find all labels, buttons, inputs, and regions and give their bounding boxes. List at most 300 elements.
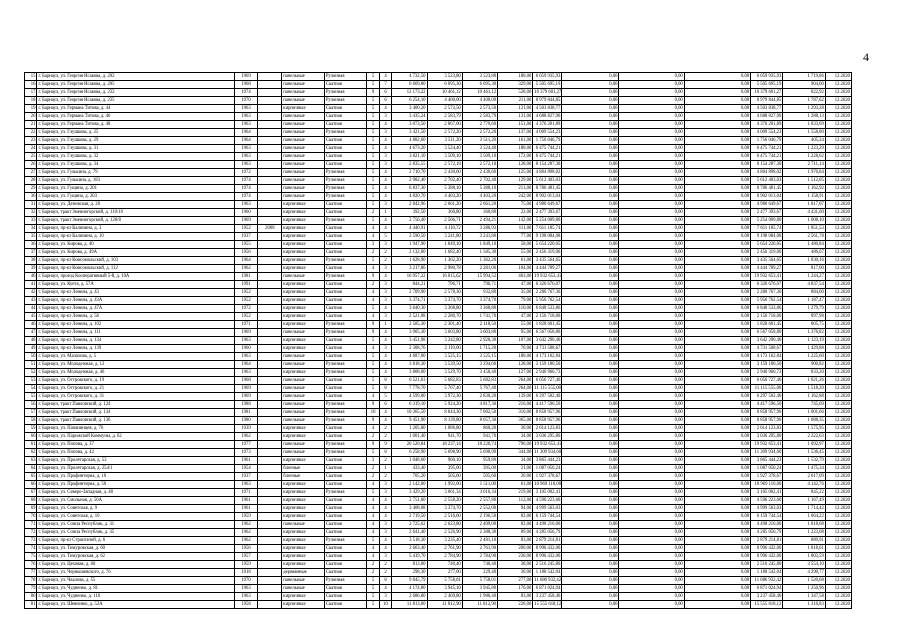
cost-owners-cell: 6 056 727,46 xyxy=(751,377,783,385)
completion-date-cell: 12.2020 xyxy=(825,377,851,385)
year-reconstructed-cell xyxy=(258,129,282,137)
entrances-cell: 1 xyxy=(379,465,391,473)
address-cell: г. Барнаул, ул. Куета, д. 57А xyxy=(37,281,234,289)
floors-cell: 4 xyxy=(367,289,379,297)
residential-area-cell: 796,71 xyxy=(462,281,497,289)
residents-cell: 30,00 xyxy=(498,569,533,577)
unit-cost-cell: 1 162,92 xyxy=(783,185,826,193)
table-row xyxy=(25,489,852,497)
total-cost-cell: 8 979 844,85 xyxy=(533,97,562,105)
unit-cost-cell: 897,98 xyxy=(783,313,826,321)
total-cost-cell: 2 940 960,73 xyxy=(533,369,562,377)
residential-area-cell: 2 557,80 xyxy=(462,497,497,505)
entrances-cell: 4 xyxy=(379,585,391,593)
entrances-cell: 3 xyxy=(379,281,391,289)
cost-other-cell: 0,00 xyxy=(684,569,750,577)
entrances-cell: 4 xyxy=(379,145,391,153)
entrances-cell: 4 xyxy=(379,137,391,145)
residents-cell: 131,00 xyxy=(498,113,533,121)
table-row xyxy=(25,449,852,457)
address-cell: г. Барнаул, тракт Павловский, д. 136 xyxy=(37,417,234,425)
year-built-cell: 1952 xyxy=(234,313,258,321)
entrances-cell: 8 xyxy=(379,385,391,393)
wall-material-cell: кирпичные xyxy=(282,281,325,289)
entrances-cell: 4 xyxy=(379,505,391,513)
cost-owners-cell: 19 932 653,41 xyxy=(751,441,783,449)
address-cell: г. Барнаул, ул. Георгия Исакова, д. 202 xyxy=(37,73,234,81)
year-reconstructed-cell xyxy=(258,425,282,433)
cost-budget-cell: 0,00 xyxy=(619,345,684,353)
living-area-cell: 3 235,40 xyxy=(427,537,462,545)
total-cost-cell: 5 654 220,05 xyxy=(533,241,562,249)
cost-owners-cell: 4 731 508,67 xyxy=(751,345,783,353)
living-area-cell: 941,70 xyxy=(427,433,462,441)
total-area-cell: 4 820,70 xyxy=(392,193,427,201)
year-reconstructed-cell xyxy=(258,441,282,449)
cost-budget-cell: 0,00 xyxy=(619,121,684,129)
floors-cell: 4 xyxy=(367,521,379,529)
residential-area-cell: 2 784,90 xyxy=(462,553,497,561)
residents-cell: 161,00 xyxy=(498,137,533,145)
row-number-cell: 61 xyxy=(25,441,37,449)
total-cost-cell: 8 858 957,96 xyxy=(533,409,562,417)
cost-owners-cell: 8 902 013,04 xyxy=(751,193,783,201)
cost-fund-cell: 0,00 xyxy=(562,393,619,401)
table-row xyxy=(25,601,852,609)
roof-type-cell: Рулонная xyxy=(324,73,367,81)
table-row xyxy=(25,497,852,505)
residential-area-cell: 1 715,20 xyxy=(462,345,497,353)
residential-area-cell: 3 603,80 xyxy=(462,329,497,337)
year-built-cell: 1974 xyxy=(234,193,258,201)
residential-area-cell: 932,80 xyxy=(462,289,497,297)
roof-type-cell: Рулонная xyxy=(324,177,367,185)
residential-area-cell: 3 286,93 xyxy=(462,225,497,233)
cost-fund-cell: 0,00 xyxy=(562,457,619,465)
year-reconstructed-cell xyxy=(258,305,282,313)
total-area-cell: 3 408,08 xyxy=(392,505,427,513)
residents-cell: 95,00 xyxy=(498,329,533,337)
year-reconstructed-cell xyxy=(258,169,282,177)
total-area-cell: 2 756,40 xyxy=(392,217,427,225)
cost-other-cell: 0,00 xyxy=(684,233,750,241)
residential-area-cell: 2 761,90 xyxy=(462,545,497,553)
floors-cell: 5 xyxy=(367,537,379,545)
row-number-cell: 40 xyxy=(25,273,37,281)
row-number-cell: 21 xyxy=(25,121,37,129)
floors-cell: 5 xyxy=(367,201,379,209)
living-area-cell: 3 972,30 xyxy=(427,393,462,401)
year-built-cell: 1963 xyxy=(234,337,258,345)
floors-cell: 5 xyxy=(367,177,379,185)
cost-other-cell: 0,00 xyxy=(684,449,750,457)
roof-type-cell: Скатная xyxy=(324,385,367,393)
roof-type-cell: Скатная xyxy=(324,585,367,593)
roof-type-cell: Скатная xyxy=(324,529,367,537)
residents-cell: 110,00 xyxy=(498,305,533,313)
cost-budget-cell: 0,00 xyxy=(619,281,684,289)
total-area-cell: 5 419,70 xyxy=(392,553,427,561)
address-cell: г. Барнаул, пр-кт Ленина, д. 134 xyxy=(37,337,234,345)
cost-owners-cell: 2 879 214,81 xyxy=(751,537,783,545)
total-area-cell: 10 365,50 xyxy=(392,409,427,417)
cost-fund-cell: 0,00 xyxy=(562,593,619,601)
total-cost-cell: 11 115 555,08 xyxy=(534,386,561,391)
address-cell: г. Барнаул, ул. Молодежная, д. 12 xyxy=(37,361,234,369)
residential-area-cell: 4 400,00 xyxy=(462,97,497,105)
address-cell: г. Барнаул, ул. Пролетарская, д. 53 xyxy=(37,457,234,465)
year-built-cell: 1952 xyxy=(234,297,258,305)
cost-owners-cell: 4 980 649,67 xyxy=(751,201,783,209)
table-row xyxy=(25,425,852,433)
cost-other-cell: 0,00 xyxy=(684,265,750,273)
year-built-cell: 1963 xyxy=(234,369,258,377)
floors-cell: 5 xyxy=(367,217,379,225)
year-reconstructed-cell xyxy=(258,313,282,321)
entrances-cell: 4 xyxy=(379,193,391,201)
residents-cell: 128,00 xyxy=(498,361,533,369)
year-reconstructed-cell xyxy=(258,289,282,297)
cost-budget-cell: 0,00 xyxy=(619,481,684,489)
cost-fund-cell: 0,00 xyxy=(562,505,619,513)
cost-fund-cell: 0,00 xyxy=(562,513,619,521)
year-built-cell: 1974 xyxy=(234,177,258,185)
entrances-cell: 3 xyxy=(379,345,391,353)
year-reconstructed-cell xyxy=(258,593,282,601)
address-cell: г. Барнаул, ул. Северо-Западная, д. 48 xyxy=(37,489,234,497)
residential-area-cell: 8 057,30 xyxy=(462,417,497,425)
wall-material-cell: кирпичные xyxy=(282,561,325,569)
total-cost-cell: 2 516 245,80 xyxy=(533,561,562,569)
cost-fund-cell: 0,00 xyxy=(562,329,619,337)
row-number-cell: 15 xyxy=(25,73,37,81)
completion-date-cell: 12.2020 xyxy=(825,569,851,577)
address-cell: г. Барнаул, ул. Глушкова, д. 25 xyxy=(37,129,234,137)
unit-cost-cell: 1 244,27 xyxy=(783,273,826,281)
cost-other-cell: 0,00 xyxy=(684,497,750,505)
year-built-cell: 1969 xyxy=(234,329,258,337)
cost-other-cell: 0,00 xyxy=(684,545,750,553)
address-cell: г. Барнаул, ул. Советская, д. 9 xyxy=(37,505,234,513)
residential-area-cell: 15 994,52 xyxy=(462,273,497,281)
total-cost-cell: 3 435 564,65 xyxy=(533,257,562,265)
living-area-cell: 1 849,10 xyxy=(427,241,462,249)
residents-cell: 70,00 xyxy=(498,345,533,353)
cost-other-cell: 0,00 xyxy=(684,321,750,329)
residents-cell: 55,00 xyxy=(498,249,533,257)
residents-cell: 142,00 xyxy=(498,217,533,225)
address-cell: г. Барнаул, ул. Глушкова, д. 31 xyxy=(37,145,234,153)
residential-area-cell: 2 281,06 xyxy=(462,265,497,273)
cost-owners-cell: 4 596 223,60 xyxy=(751,497,783,505)
cost-other-cell: 0,00 xyxy=(684,561,750,569)
row-number-cell: 48 xyxy=(25,337,37,345)
entrances-cell: 3 xyxy=(379,265,391,273)
roof-type-cell: Скатная xyxy=(324,457,367,465)
table-row xyxy=(25,305,852,313)
row-number-cell: 25 xyxy=(25,153,37,161)
roof-type-cell: Скатная xyxy=(324,209,367,217)
total-area-cell: 3 400,20 xyxy=(392,105,427,113)
completion-date-cell: 12.2020 xyxy=(825,513,851,521)
year-built-cell: 1964 xyxy=(234,137,258,145)
wall-material-cell: панельные xyxy=(282,193,325,201)
residents-cell: 38,00 xyxy=(498,561,533,569)
cost-owners-cell: 2 516 245,80 xyxy=(751,561,783,569)
address-cell: г. Барнаул, ул. Германа Титова, д. 48 xyxy=(37,121,234,129)
address-cell: г. Барнаул, ул. Попова, д. 42 xyxy=(37,449,234,457)
wall-material-cell: кирпичные xyxy=(282,425,325,433)
roof-type-cell: Рулонная xyxy=(324,129,367,137)
completion-date-cell: 12.2020 xyxy=(825,521,851,529)
floors-cell: 5 xyxy=(367,121,379,129)
cost-budget-cell: 0,00 xyxy=(619,185,684,193)
cost-other-cell: 0,00 xyxy=(684,417,750,425)
table-row xyxy=(25,377,852,385)
cost-owners-cell: 6 326 676,07 xyxy=(751,281,783,289)
unit-cost-cell: 1 833,69 xyxy=(783,121,826,129)
living-area-cell: 10 461,12 xyxy=(427,89,462,97)
total-cost-cell: 4 285 056,79 xyxy=(533,529,562,537)
floors-cell: 5 xyxy=(367,81,379,89)
residents-cell: 137,00 xyxy=(498,129,533,137)
residents-cell: 200,00 xyxy=(498,545,533,553)
year-reconstructed-cell xyxy=(258,137,282,145)
cost-fund-cell: 0,00 xyxy=(562,345,619,353)
entrances-cell: 1 xyxy=(379,321,391,329)
year-built-cell: 1962 xyxy=(234,265,258,273)
cost-other-cell: 0,00 xyxy=(684,505,750,513)
entrances-cell: 3 xyxy=(379,289,391,297)
cost-fund-cell: 0,00 xyxy=(562,521,619,529)
cost-fund-cell: 0,00 xyxy=(562,473,619,481)
year-reconstructed-cell xyxy=(258,345,282,353)
entrances-cell: 4 xyxy=(379,305,391,313)
roof-type-cell: Скатная xyxy=(324,465,367,473)
entrances-cell: 3 xyxy=(379,161,391,169)
year-built-cell: 1972 xyxy=(234,305,258,313)
residential-area-cell: 360,80 xyxy=(462,209,497,217)
residents-cell: 172,00 xyxy=(498,153,533,161)
cost-other-cell: 0,00 xyxy=(684,305,750,313)
cost-other-cell: 0,00 xyxy=(684,105,750,113)
wall-material-cell: кирпичные xyxy=(282,257,325,265)
cost-fund-cell: 0,00 xyxy=(562,241,619,249)
total-area-cell: 4 882,60 xyxy=(392,137,427,145)
table-row xyxy=(25,265,852,273)
total-area-cell: 9 451,90 xyxy=(392,417,427,425)
residential-area-cell: 2 572,20 xyxy=(462,129,497,137)
cost-budget-cell: 0,00 xyxy=(619,305,684,313)
year-reconstructed-cell xyxy=(258,209,282,217)
table-body xyxy=(25,73,852,609)
table-row xyxy=(25,441,852,449)
living-area-cell: 1 682,40 xyxy=(427,249,462,257)
total-area-cell: 3 640,30 xyxy=(392,305,427,313)
cost-owners-cell: 7 611 185,74 xyxy=(751,225,783,233)
address-cell: г. Барнаул, ул. Цеховая, д. 60 xyxy=(37,561,234,569)
cost-owners-cell: 19 932 653,41 xyxy=(751,273,783,281)
completion-date-cell: 12.2020 xyxy=(825,217,851,225)
roof-type-cell: Рулонная xyxy=(324,273,367,281)
residential-area-cell: 11 812,90 xyxy=(462,601,497,609)
unit-cost-cell: 817,00 xyxy=(783,265,826,273)
roof-type-cell: Скатная xyxy=(324,249,367,257)
cost-owners-cell: 6 567 058,80 xyxy=(751,329,783,337)
living-area-cell: 2 119,00 xyxy=(427,345,462,353)
wall-material-cell: панельные xyxy=(282,177,325,185)
roof-type-cell: Рулонная xyxy=(324,537,367,545)
year-reconstructed-cell xyxy=(258,465,282,473)
year-reconstructed-cell xyxy=(258,257,282,265)
year-built-cell: 1970 xyxy=(234,577,258,585)
cost-owners-cell: 6 159 744,54 xyxy=(751,513,783,521)
cost-other-cell: 0,00 xyxy=(684,137,750,145)
total-area-cell: 16 957,22 xyxy=(392,273,427,281)
entrances-cell: 4 xyxy=(379,177,391,185)
roof-type-cell: Скатная xyxy=(324,601,367,609)
total-cost-cell: 4 009 554,23 xyxy=(533,129,562,137)
completion-date-cell: 12.2020 xyxy=(825,577,851,585)
entrances-cell: 3 xyxy=(379,481,391,489)
cost-fund-cell: 0,00 xyxy=(562,169,619,177)
year-reconstructed-cell xyxy=(258,385,282,393)
total-area-cell: 433,40 xyxy=(392,465,427,473)
address-cell: г. Барнаул, ул. Смольная, д. 50А xyxy=(37,497,234,505)
cost-other-cell: 0,00 xyxy=(684,121,750,129)
cost-owners-cell: 6 475 744,21 xyxy=(751,145,783,153)
floors-cell: 5 xyxy=(367,577,379,585)
wall-material-cell: кирпичные xyxy=(282,289,325,297)
entrances-cell: 3 xyxy=(379,529,391,537)
wall-material-cell: кирпичные xyxy=(282,337,325,345)
completion-date-cell: 12.2020 xyxy=(825,433,851,441)
unit-cost-cell: 845,22 xyxy=(783,489,826,497)
cost-fund-cell: 0,00 xyxy=(562,553,619,561)
entrances-cell: 3 xyxy=(379,201,391,209)
floors-cell: 5 xyxy=(367,601,379,609)
row-number-cell: 57 xyxy=(25,409,37,417)
wall-material-cell: кирпичные xyxy=(282,225,325,233)
table-row xyxy=(25,345,852,353)
year-built-cell: 1963 xyxy=(234,585,258,593)
cost-owners-cell: 11 686 932,42 xyxy=(751,577,783,585)
total-cost-cell: 2 477 393,67 xyxy=(533,209,562,217)
roof-type-cell: Рулонная xyxy=(324,89,367,97)
residential-area-cell: 2 779,60 xyxy=(462,121,497,129)
year-reconstructed-cell xyxy=(258,273,282,281)
cost-owners-cell: 5 956 762,54 xyxy=(751,297,783,305)
table-row xyxy=(25,209,852,217)
cost-budget-cell: 0,00 xyxy=(619,201,684,209)
year-reconstructed-cell xyxy=(258,513,282,521)
completion-date-cell: 12.2020 xyxy=(825,321,851,329)
table-row xyxy=(25,201,852,209)
roof-type-cell: Скатная xyxy=(324,105,367,113)
cost-budget-cell: 0,00 xyxy=(619,161,684,169)
year-reconstructed-cell xyxy=(258,401,282,409)
cost-owners-cell: 8 786 481,45 xyxy=(751,185,783,193)
roof-type-cell: Скатная xyxy=(324,521,367,529)
cost-fund-cell: 0,00 xyxy=(562,369,619,377)
cost-other-cell: 0,00 xyxy=(684,433,750,441)
completion-date-cell: 12.2020 xyxy=(825,361,851,369)
row-number-cell: 41 xyxy=(25,281,37,289)
entrances-cell: 2 xyxy=(379,425,391,433)
table-row xyxy=(25,121,852,129)
wall-material-cell: панельные xyxy=(282,521,325,529)
total-area-cell: 12 173,22 xyxy=(392,89,427,97)
total-area-cell: 705,20 xyxy=(392,473,427,481)
unit-cost-cell: 1 228,62 xyxy=(783,153,826,161)
cost-other-cell: 0,00 xyxy=(684,81,750,89)
year-built-cell: 1960 xyxy=(234,345,258,353)
unit-cost-cell: 1 714,42 xyxy=(783,505,826,513)
year-built-cell: 1963 xyxy=(234,161,258,169)
residential-area-cell: 740,40 xyxy=(462,561,497,569)
total-area-cell: 1 628,90 xyxy=(392,257,427,265)
floors-cell: 5 xyxy=(367,585,379,593)
roof-type-cell: Рулонная xyxy=(324,361,367,369)
unit-cost-cell: 405,24 xyxy=(783,137,826,145)
row-number-cell: 20 xyxy=(25,113,37,121)
residential-area-cell: 18 220,74 xyxy=(462,441,497,449)
living-area-cell: 6 095,30 xyxy=(427,81,462,89)
table-row xyxy=(25,553,852,561)
floors-cell: 3 xyxy=(367,241,379,249)
cost-budget-cell: 0,00 xyxy=(619,313,684,321)
residents-cell: 111,00 xyxy=(498,225,533,233)
table-row xyxy=(25,401,852,409)
cost-other-cell: 0,00 xyxy=(684,297,750,305)
total-cost-cell: 3 237 458,40 xyxy=(533,593,562,601)
residents-cell: 180,00 xyxy=(498,73,533,81)
entrances-cell: 4 xyxy=(379,273,391,281)
row-number-cell: 64 xyxy=(25,465,37,473)
year-reconstructed-cell xyxy=(258,449,282,457)
wall-material-cell: блочные xyxy=(282,473,325,481)
total-cost-cell: 5 505 695,19 xyxy=(533,81,562,89)
year-reconstructed-cell xyxy=(258,601,282,609)
residential-area-cell: 2 583,79 xyxy=(462,113,497,121)
living-area-cell: 2 572,18 xyxy=(427,161,462,169)
total-area-cell: 11 813,00 xyxy=(392,601,427,609)
table-row xyxy=(25,153,852,161)
address-cell: г. Барнаул, пр-кт Строителей, д. 6 xyxy=(37,537,234,545)
year-reconstructed-cell xyxy=(258,73,282,81)
year-built-cell: 1977 xyxy=(234,441,258,449)
completion-date-cell: 12.2020 xyxy=(825,105,851,113)
completion-date-cell: 12.2020 xyxy=(825,601,851,609)
unit-cost-cell: 1 475,34 xyxy=(783,465,826,473)
total-area-cell: 6 258,90 xyxy=(392,449,427,457)
year-reconstructed-cell xyxy=(258,177,282,185)
year-reconstructed-cell xyxy=(258,553,282,561)
unit-cost-cell: 1 429,88 xyxy=(783,345,826,353)
year-built-cell: 1991 xyxy=(234,281,258,289)
cost-other-cell: 0,00 xyxy=(684,369,750,377)
living-area-cell: 2 573,50 xyxy=(427,105,462,113)
address-cell: г. Барнаул, ул. Папанинцев, д. 76 xyxy=(37,425,234,433)
residential-area-cell: 1 362,20 xyxy=(462,257,497,265)
unit-cost-cell: 2 561,78 xyxy=(783,233,826,241)
wall-material-cell: кирпичные xyxy=(282,297,325,305)
total-cost-cell: 2 280 767,36 xyxy=(533,289,562,297)
floors-cell: 4 xyxy=(367,553,379,561)
table-row xyxy=(25,169,852,177)
cost-owners-cell: 11 115 555,08 xyxy=(751,385,783,393)
floors-cell: 10 xyxy=(367,409,379,417)
